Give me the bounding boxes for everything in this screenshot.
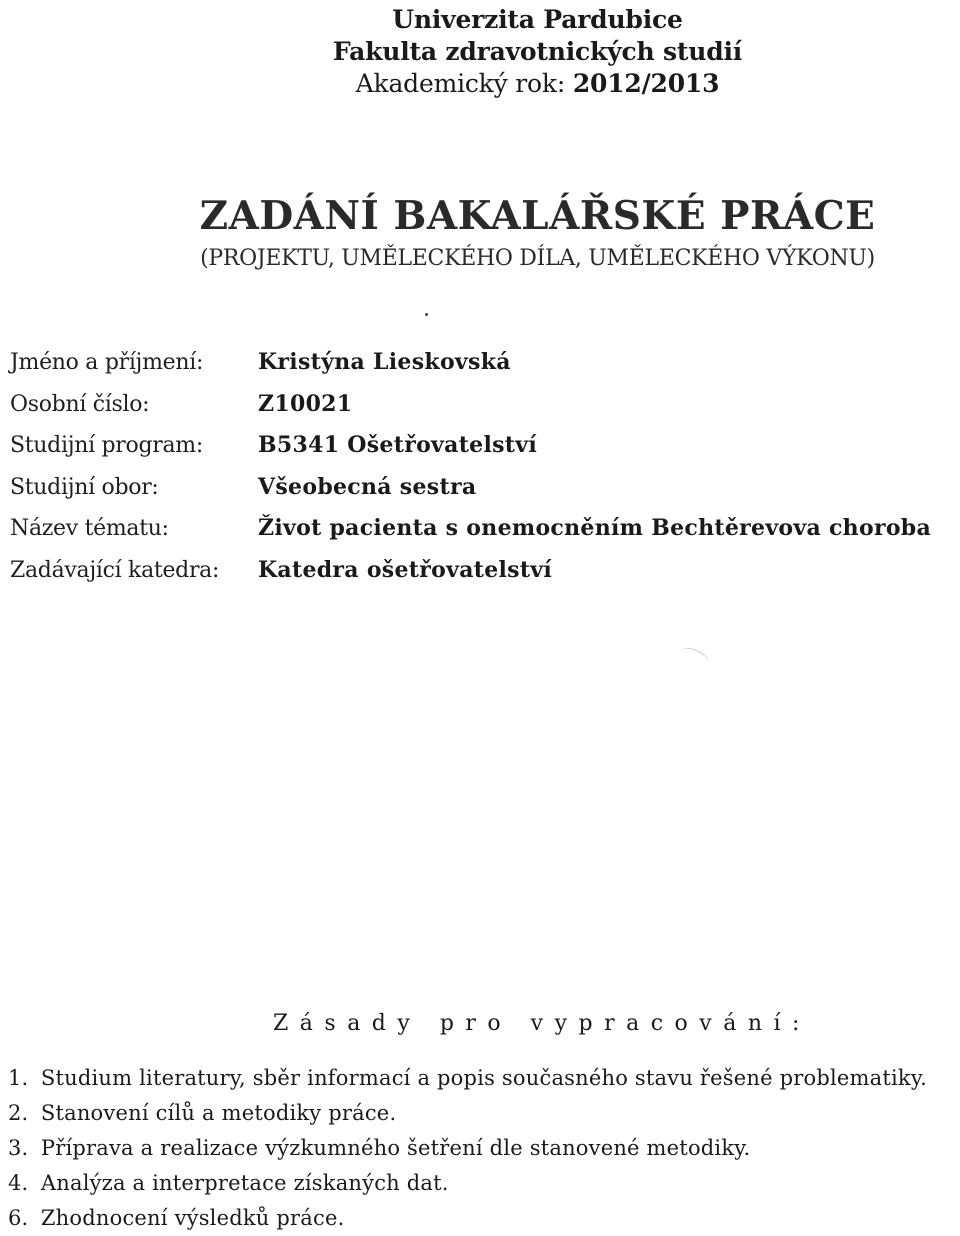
field-label: Osobní číslo: <box>10 391 150 417</box>
task-list <box>8 1061 927 1236</box>
document-subtitle: (PROJEKTU, UMĚLECKÉHO DÍLA, UMĚLECKÉHO VÝKONU) <box>200 246 875 271</box>
academic-year-label: Akademický rok: <box>355 69 566 98</box>
list-item <box>8 1131 927 1166</box>
list-item-text: Stanovení cílů a metodiky práce. <box>40 1101 397 1125</box>
field-value: Z10021 <box>258 390 353 417</box>
scan-speck <box>425 313 428 316</box>
academic-year-value: 2012/2013 <box>572 69 720 98</box>
list-item-text: Analýza a interpretace získaných dat. <box>40 1171 449 1195</box>
field-label: Zadávající katedra: <box>10 557 220 583</box>
university-name: Univerzita Pardubice <box>392 5 683 34</box>
scan-mark <box>679 644 712 668</box>
field-label: Název tématu: <box>10 516 169 541</box>
list-item <box>8 1166 927 1201</box>
academic-year <box>0 68 960 100</box>
list-item <box>8 1201 927 1236</box>
list-item-number: 1. <box>8 1066 29 1090</box>
field-value: Všeobecná sestra <box>258 473 477 500</box>
field-value: Katedra ošetřovatelství <box>258 556 553 583</box>
document-header <box>0 4 960 100</box>
principles-heading: Zásady pro vypracování: <box>273 1011 811 1036</box>
faculty-name: Fakulta zdravotnických studií <box>332 37 743 66</box>
field-value: B5341 Ošetřovatelství <box>258 432 538 458</box>
list-item-number: 6. <box>8 1206 29 1230</box>
field-label: Studijní obor: <box>10 474 159 500</box>
list-item-number: 4. <box>8 1171 29 1195</box>
list-item-number: 3. <box>8 1136 29 1160</box>
list-item-text: Příprava a realizace výzkumného šetření dle stanovené metodiky. <box>40 1136 751 1160</box>
list-item <box>8 1061 927 1096</box>
list-item-number: 2. <box>8 1101 29 1125</box>
field-label: Studijní program: <box>10 433 203 458</box>
document-title: ZADÁNÍ BAKALÁŘSKÉ PRÁCE <box>199 193 876 239</box>
list-item-text: Studium literatury, sběr informací a popis současného stavu řešené problematiky. <box>40 1066 928 1090</box>
list-item <box>8 1096 927 1131</box>
field-value: Život pacienta s onemocněním Bechtěrevova choroba <box>258 515 932 541</box>
list-item-text: Zhodnocení výsledků práce. <box>40 1206 345 1230</box>
field-value: Kristýna Lieskovská <box>258 349 511 375</box>
field-label: Jméno a příjmení: <box>10 350 204 375</box>
